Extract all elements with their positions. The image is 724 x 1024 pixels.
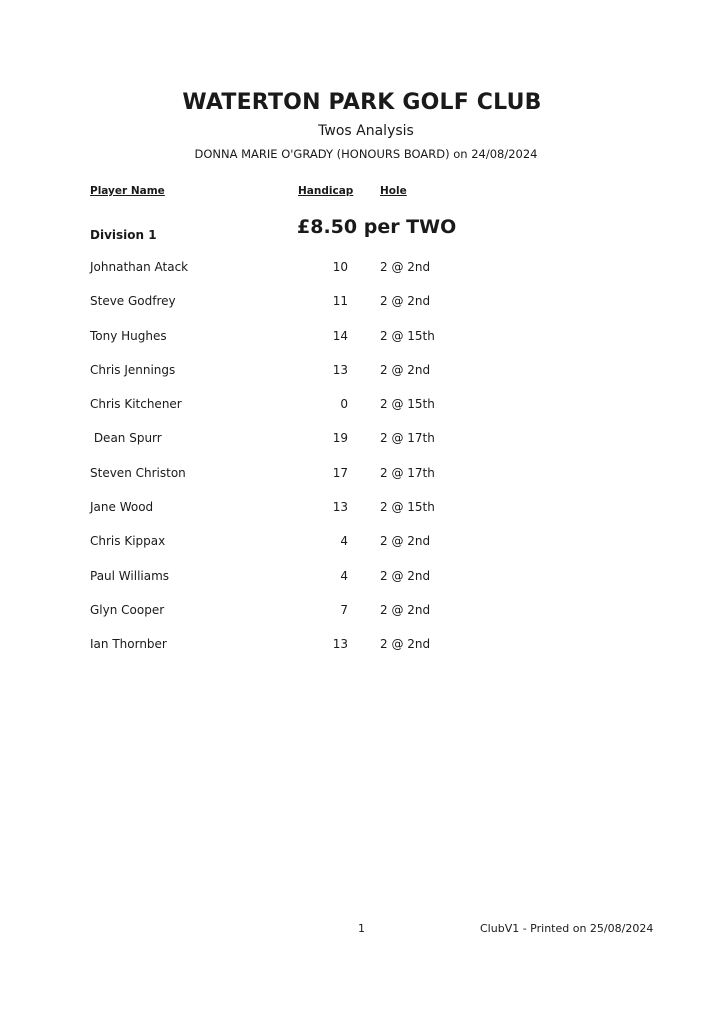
table-row [0,397,724,431]
table-row [0,363,724,397]
event-line: DONNA MARIE O'GRADY (HONOURS BOARD) on 24/08/2024 [194,147,538,161]
player-name: Ian Thornber [90,637,167,652]
printed-stamp: ClubV1 - Printed on 25/08/2024 [480,922,654,935]
table-row [0,431,724,465]
column-header-handicap: Handicap [298,185,354,197]
player-handicap: 7 [340,602,348,617]
table-row [0,603,724,637]
player-name: Chris Jennings [90,362,176,377]
player-name: Tony Hughes [90,328,167,343]
table-row [0,260,724,294]
player-name: Jane Wood [90,500,154,515]
player-name: Chris Kitchener [90,397,182,412]
player-hole: 2 @ 2nd [380,568,431,583]
prize-per-two: £8.50 per TWO [297,216,457,238]
player-handicap: 13 [332,637,348,652]
player-name: Steve Godfrey [90,294,176,309]
player-hole: 2 @ 2nd [380,602,431,617]
report-title: WATERTON PARK GOLF CLUB [182,90,542,115]
player-name: Paul Williams [90,568,170,583]
player-hole: 2 @ 2nd [380,362,431,377]
player-handicap: 14 [332,328,348,343]
table-row [0,569,724,603]
player-hole: 2 @ 15th [380,500,435,515]
player-handicap: 13 [332,362,348,377]
player-hole: 2 @ 2nd [380,637,431,652]
player-name: Chris Kippax [90,534,166,549]
table-row [0,637,724,671]
table-row [0,294,724,328]
player-handicap: 17 [332,465,348,480]
player-hole: 2 @ 17th [380,431,435,446]
player-handicap: 13 [332,500,348,515]
column-header-player-name: Player Name [90,185,165,197]
player-list [0,260,724,672]
column-header-hole: Hole [380,185,407,197]
player-name: Glyn Cooper [90,602,165,617]
player-hole: 2 @ 2nd [380,534,431,549]
player-name: Steven Christon [90,465,186,480]
player-hole: 2 @ 2nd [380,294,431,309]
player-name: Johnathan Atack [90,260,189,274]
table-row [0,329,724,363]
player-handicap: 4 [340,534,348,549]
player-handicap: 19 [332,431,348,446]
table-row [0,534,724,568]
player-handicap: 11 [332,294,348,309]
player-name: Dean Spurr [90,431,162,446]
player-handicap: 4 [340,568,348,583]
player-hole: 2 @ 15th [380,397,435,412]
player-hole: 2 @ 15th [380,328,435,343]
page-number: 1 [358,922,365,935]
table-row [0,466,724,500]
report-subtitle: Twos Analysis [318,123,414,139]
player-hole: 2 @ 2nd [380,260,431,274]
player-hole: 2 @ 17th [380,465,435,480]
player-handicap: 10 [332,260,348,274]
division-label: Division 1 [90,228,157,242]
player-handicap: 0 [340,397,348,412]
table-row [0,500,724,534]
